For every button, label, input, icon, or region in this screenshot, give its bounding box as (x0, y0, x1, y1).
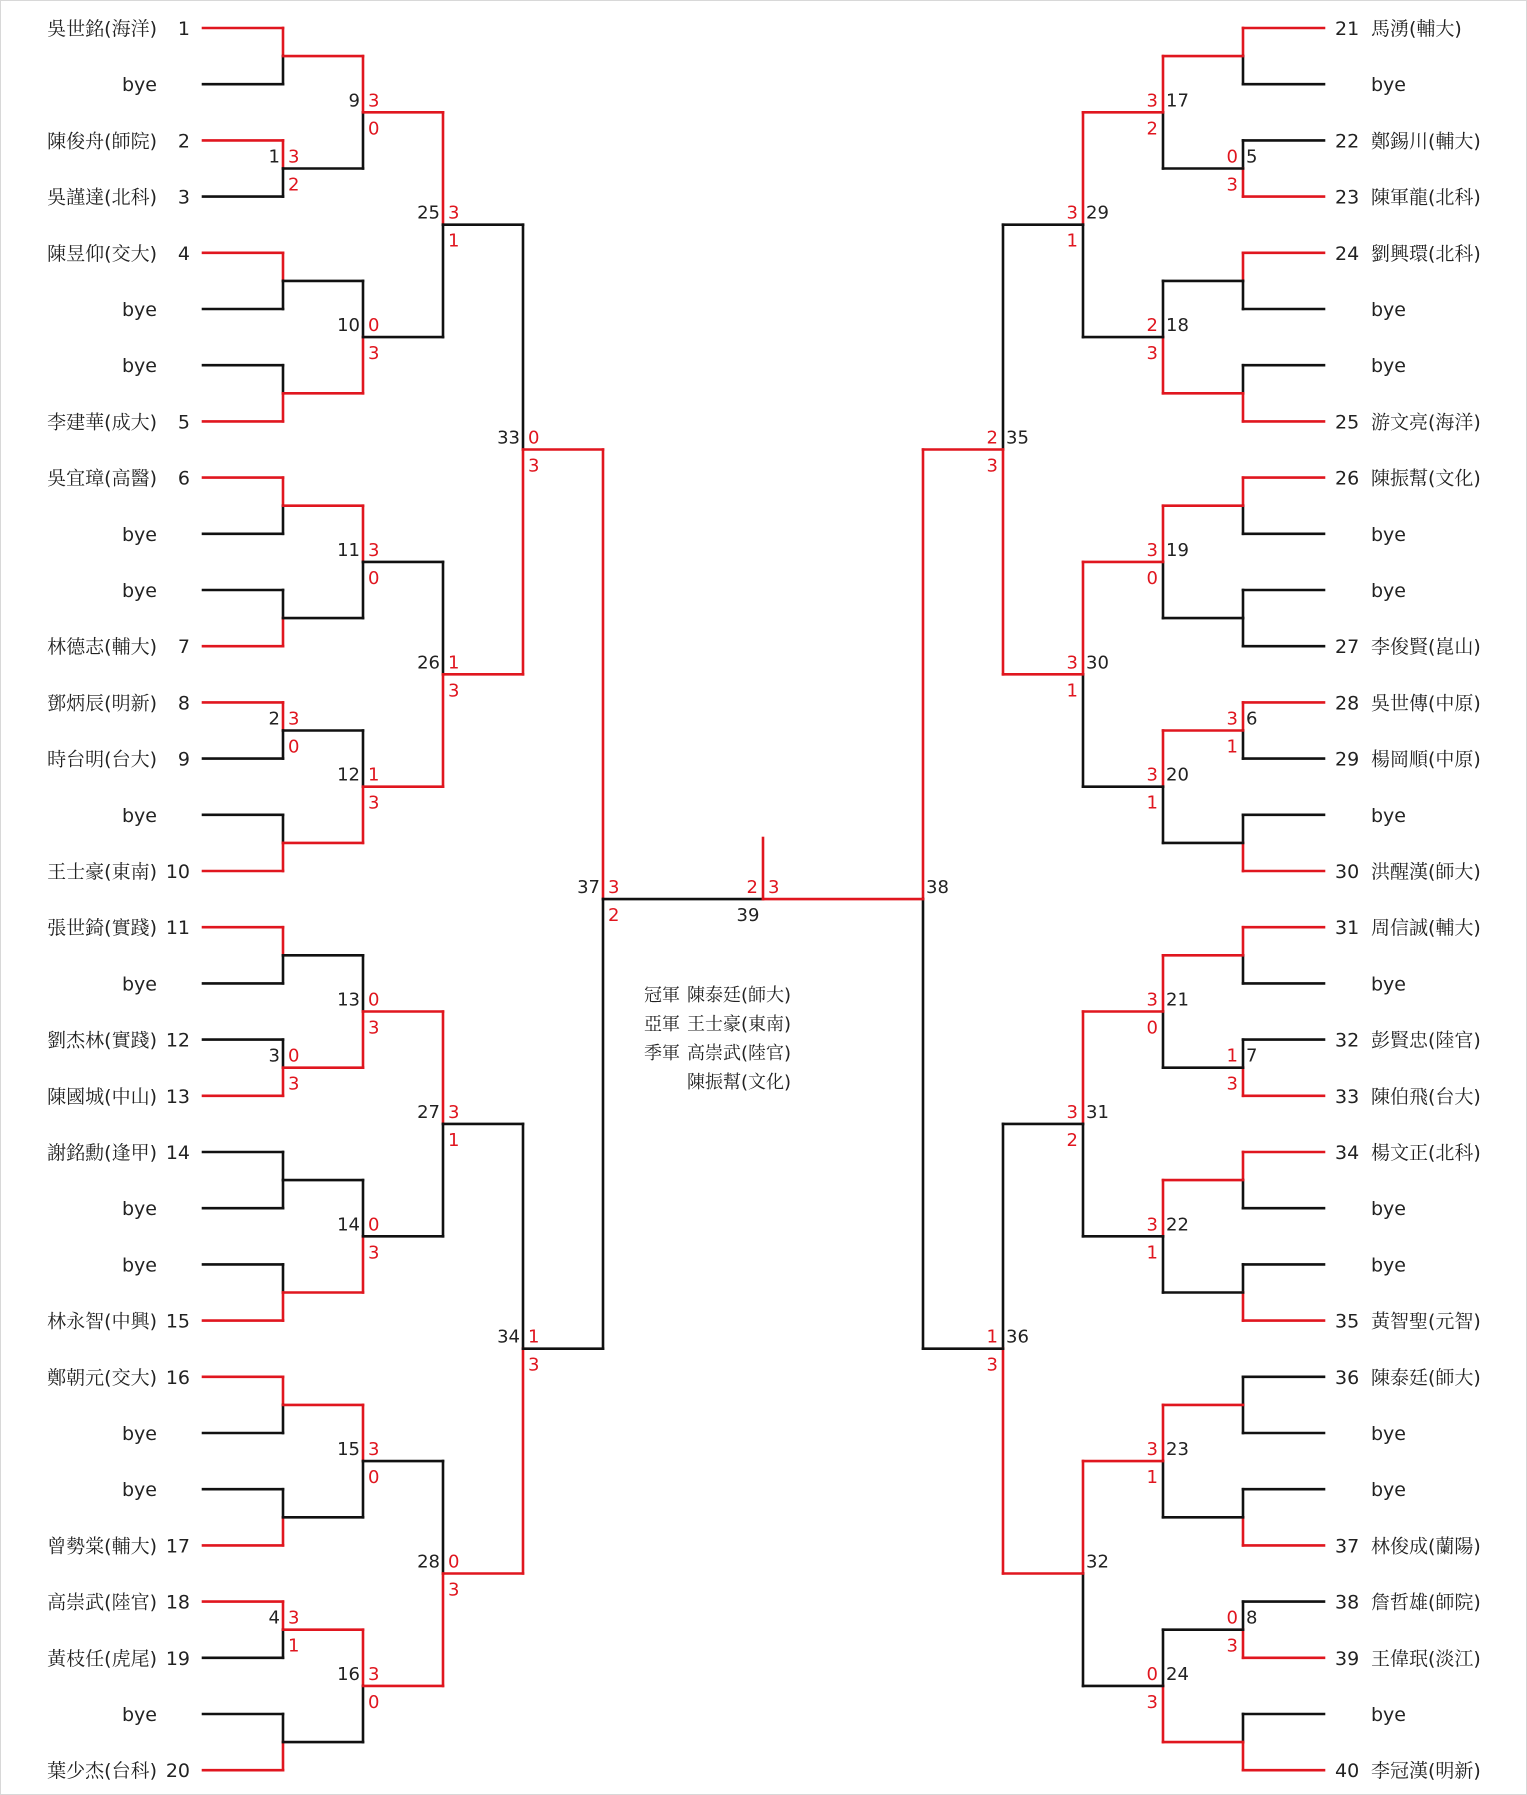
match-score-bottom: 3 (448, 1579, 460, 1601)
player-seed: 6 (177, 467, 190, 490)
player-name: 彭賢忠(陸官) (1371, 1029, 1481, 1052)
match-score-bottom: 3 (528, 1354, 540, 1376)
player-seed: 39 (1335, 1647, 1360, 1670)
player-name: bye (1371, 74, 1406, 97)
match-number: 14 (337, 1214, 360, 1236)
player-name: 周信誠(輔大) (1371, 917, 1481, 940)
player-seed: 29 (1335, 748, 1360, 771)
player-name: bye (1371, 580, 1406, 602)
player-name: bye (1371, 299, 1406, 321)
match-score-bottom: 1 (1226, 736, 1238, 758)
match-score-bottom: 0 (368, 118, 380, 140)
player-name: 鄧炳辰(明新) (47, 692, 157, 715)
player-name: 林永智(中興) (47, 1310, 157, 1333)
match-score-top: 3 (1146, 1214, 1158, 1236)
match-score-top: 3 (1146, 764, 1158, 786)
match-score-top: 3 (448, 1101, 460, 1123)
player-name: 時台明(台大) (47, 748, 157, 771)
match-number: 28 (417, 1551, 440, 1573)
player-seed: 4 (177, 242, 190, 265)
match-number: 11 (337, 539, 360, 561)
match-number: 33 (497, 427, 520, 449)
champion-name: 陳泰廷(師大) (687, 985, 792, 1006)
player-seed: 2 (177, 130, 190, 153)
match-score-bottom: 2 (608, 905, 620, 927)
player-name: bye (122, 523, 157, 546)
match-number: 20 (1166, 764, 1189, 786)
match-number: 36 (1006, 1326, 1029, 1348)
match-number: 37 (577, 877, 600, 899)
match-number: 25 (417, 202, 440, 224)
player-name: 陳振幫(文化) (1371, 467, 1481, 490)
player-name: 陳伯飛(台大) (1371, 1085, 1481, 1108)
player-name: 劉興環(北科) (1371, 242, 1481, 265)
match-score-top: 3 (448, 202, 460, 224)
match-number: 3 (268, 1045, 280, 1067)
match-score-bottom: 3 (1146, 343, 1158, 365)
match-number: 5 (1246, 146, 1258, 168)
match-number: 27 (417, 1101, 440, 1123)
match-score-bottom: 3 (368, 1242, 380, 1264)
player-name: 吳謹達(北科) (47, 186, 157, 209)
match-number: 8 (1246, 1607, 1258, 1629)
match-number: 7 (1246, 1045, 1258, 1067)
player-name: bye (1371, 1479, 1406, 1502)
match-number: 2 (268, 708, 280, 730)
match-score-top: 3 (1226, 708, 1238, 730)
match-score-bottom: 2 (288, 174, 300, 196)
match-number: 12 (337, 764, 360, 786)
match-score-top: 3 (1146, 539, 1158, 561)
match-score-top: 3 (368, 1439, 380, 1461)
player-name: bye (122, 1423, 157, 1445)
player-seed: 12 (165, 1029, 190, 1052)
player-seed: 17 (165, 1535, 190, 1558)
match-score-top: 1 (986, 1326, 998, 1348)
match-score-bottom: 3 (368, 1017, 380, 1039)
player-seed: 26 (1335, 467, 1360, 490)
match-number: 30 (1086, 652, 1109, 674)
match-score-bottom: 3 (1226, 174, 1238, 196)
player-seed: 19 (165, 1647, 190, 1670)
match-number: 24 (1166, 1663, 1189, 1685)
match-number: 1 (268, 146, 280, 168)
player-name: bye (122, 1704, 157, 1726)
final-match-number: 39 (736, 905, 760, 927)
match-number: 4 (268, 1607, 280, 1629)
match-score-bottom: 1 (448, 230, 460, 252)
player-name: bye (1371, 804, 1406, 827)
match-number: 23 (1166, 1439, 1189, 1461)
player-name: 李俊賢(崑山) (1371, 636, 1481, 659)
player-seed: 18 (165, 1591, 190, 1614)
player-name: bye (1371, 1423, 1406, 1445)
match-score-top: 3 (1146, 989, 1158, 1011)
player-name: 李建華(成大) (47, 411, 157, 434)
match-score-bottom: 0 (368, 1467, 380, 1489)
player-seed: 30 (1335, 861, 1360, 883)
player-seed: 38 (1335, 1591, 1360, 1614)
match-score-bottom: 1 (1146, 792, 1158, 814)
match-score-top: 1 (368, 764, 380, 786)
match-score-top: 3 (1066, 202, 1078, 224)
player-seed: 9 (177, 748, 190, 771)
player-name: 詹哲雄(師院) (1371, 1591, 1481, 1614)
player-name: bye (1371, 1198, 1406, 1221)
match-score-bottom: 3 (986, 455, 998, 477)
match-score-bottom: 3 (528, 455, 540, 477)
match-number: 35 (1006, 427, 1029, 449)
player-seed: 20 (165, 1760, 190, 1783)
player-seed: 3 (177, 186, 190, 209)
player-name: 高崇武(陸官) (47, 1591, 157, 1614)
match-number: 26 (417, 652, 440, 674)
player-seed: 35 (1335, 1310, 1360, 1333)
player-name: 林德志(輔大) (47, 636, 157, 659)
player-name: 游文亮(海洋) (1371, 411, 1481, 434)
match-score-top: 3 (1066, 652, 1078, 674)
player-name: 陳國城(中山) (47, 1085, 157, 1108)
match-score-top: 3 (1146, 90, 1158, 112)
match-number: 31 (1086, 1101, 1109, 1123)
player-seed: 27 (1335, 636, 1360, 659)
match-number: 34 (497, 1326, 520, 1348)
match-score-top: 0 (1226, 146, 1238, 168)
match-score-bottom: 1 (1146, 1242, 1158, 1264)
player-name: bye (1371, 523, 1406, 546)
player-name: 曾勢棠(輔大) (47, 1535, 157, 1558)
player-name: 鄭錫川(輔大) (1371, 130, 1481, 153)
match-score-bottom: 2 (1146, 118, 1158, 140)
match-number: 17 (1166, 90, 1189, 112)
player-name: bye (1371, 1704, 1406, 1726)
player-seed: 31 (1335, 917, 1360, 940)
player-name: 陳昱仰(交大) (47, 242, 157, 265)
match-number: 9 (348, 90, 360, 112)
player-name: 張世錡(實踐) (47, 917, 157, 940)
match-number: 38 (926, 877, 949, 899)
player-name: 王士豪(東南) (47, 861, 157, 883)
match-score-bottom: 0 (1146, 1017, 1158, 1039)
match-score-bottom: 1 (1146, 1467, 1158, 1489)
player-seed: 28 (1335, 692, 1360, 715)
match-number: 32 (1086, 1551, 1109, 1573)
player-seed: 21 (1335, 18, 1360, 40)
match-score-bottom: 3 (368, 343, 380, 365)
third-place-name-2: 陳振幫(文化) (687, 1072, 792, 1093)
runner-up-name: 王士豪(東南) (687, 1014, 792, 1035)
player-name: bye (122, 299, 157, 321)
runner-up-label: 亞軍 (644, 1014, 680, 1035)
player-name: bye (122, 804, 157, 827)
player-name: 吳世傳(中原) (1371, 692, 1481, 715)
player-name: bye (122, 1479, 157, 1502)
match-number: 19 (1166, 539, 1189, 561)
match-score-top: 3 (288, 708, 300, 730)
player-name: 王偉珉(淡江) (1371, 1647, 1481, 1670)
player-name: 李冠漢(明新) (1371, 1760, 1481, 1783)
player-name: 馬湧(輔大) (1371, 18, 1462, 40)
match-score-top: 3 (368, 90, 380, 112)
match-number: 15 (337, 1439, 360, 1461)
player-name: 鄭朝元(交大) (47, 1366, 157, 1389)
player-name: bye (122, 1254, 157, 1277)
match-number: 13 (337, 989, 360, 1011)
third-place-label: 季軍 (644, 1043, 680, 1064)
player-seed: 10 (165, 861, 190, 883)
player-name: 陳泰廷(師大) (1371, 1366, 1481, 1389)
champion-label: 冠軍 (644, 985, 680, 1006)
player-seed: 7 (177, 636, 190, 659)
match-score-top: 0 (368, 315, 380, 337)
player-name: bye (122, 973, 157, 996)
player-seed: 25 (1335, 411, 1360, 434)
match-number: 29 (1086, 202, 1109, 224)
match-score-top: 0 (288, 1045, 300, 1067)
match-score-bottom: 2 (1066, 1129, 1078, 1151)
player-name: bye (1371, 973, 1406, 996)
player-name: 洪醒漢(師大) (1371, 861, 1481, 883)
player-seed: 34 (1335, 1142, 1360, 1164)
match-score-top: 3 (288, 1607, 300, 1629)
final-score-right: 3 (768, 877, 780, 899)
match-score-top: 2 (1146, 315, 1158, 337)
player-name: bye (1371, 355, 1406, 378)
player-name: 謝銘勳(逢甲) (47, 1142, 157, 1164)
player-seed: 1 (177, 18, 190, 40)
player-seed: 14 (165, 1142, 190, 1164)
match-score-top: 3 (1146, 1439, 1158, 1461)
player-name: 吳宜璋(高醫) (47, 467, 157, 490)
match-score-top: 0 (368, 1214, 380, 1236)
player-name: 楊岡順(中原) (1371, 748, 1481, 771)
match-score-top: 3 (368, 1663, 380, 1685)
match-number: 16 (337, 1663, 360, 1685)
match-score-bottom: 0 (1146, 567, 1158, 589)
player-name: bye (122, 580, 157, 602)
match-score-top: 3 (368, 539, 380, 561)
player-name: bye (122, 1198, 157, 1221)
match-score-top: 1 (1226, 1045, 1238, 1067)
player-seed: 16 (165, 1366, 190, 1389)
match-score-top: 3 (288, 146, 300, 168)
match-score-top: 3 (1066, 1101, 1078, 1123)
match-score-top: 2 (986, 427, 998, 449)
player-name: 楊文正(北科) (1371, 1142, 1481, 1164)
match-score-top: 3 (608, 877, 620, 899)
match-number: 6 (1246, 708, 1258, 730)
player-seed: 23 (1335, 186, 1360, 209)
match-score-bottom: 1 (1066, 680, 1078, 702)
final-standings (644, 985, 791, 1093)
player-name: 黃智聖(元智) (1371, 1310, 1481, 1333)
match-score-top: 0 (368, 989, 380, 1011)
match-score-bottom: 3 (448, 680, 460, 702)
player-name: 陳軍龍(北科) (1371, 186, 1481, 209)
player-name: bye (122, 74, 157, 97)
player-seed: 5 (177, 411, 190, 434)
match-score-top: 0 (1146, 1663, 1158, 1685)
match-score-bottom: 3 (1226, 1635, 1238, 1657)
match-score-bottom: 3 (1226, 1073, 1238, 1095)
player-name: 吳世銘(海洋) (47, 18, 157, 40)
bracket-lines (203, 28, 1324, 1770)
player-name: 劉杰林(實踐) (47, 1029, 157, 1052)
match-score-top: 0 (448, 1551, 460, 1573)
player-seed: 15 (165, 1310, 190, 1333)
player-name: 黃枝任(虎尾) (47, 1647, 157, 1670)
third-place-name: 高崇武(陸官) (687, 1043, 792, 1064)
match-score-bottom: 3 (288, 1073, 300, 1095)
player-name: bye (122, 355, 157, 378)
match-score-bottom: 0 (368, 1691, 380, 1713)
player-name: bye (1371, 1254, 1406, 1277)
match-score-bottom: 0 (288, 736, 300, 758)
match-score-bottom: 1 (1066, 230, 1078, 252)
player-seed: 36 (1335, 1366, 1360, 1389)
match-number: 21 (1166, 989, 1189, 1011)
final-score-left: 2 (746, 877, 758, 899)
player-seed: 8 (177, 692, 190, 715)
match-score-bottom: 0 (368, 567, 380, 589)
match-score-bottom: 1 (448, 1129, 460, 1151)
player-seed: 33 (1335, 1085, 1360, 1108)
player-seed: 32 (1335, 1029, 1360, 1052)
match-score-bottom: 3 (368, 792, 380, 814)
match-score-bottom: 1 (288, 1635, 300, 1657)
player-seed: 11 (165, 917, 190, 940)
match-score-top: 0 (1226, 1607, 1238, 1629)
player-seed: 22 (1335, 130, 1360, 153)
player-seed: 13 (165, 1085, 190, 1108)
match-number: 18 (1166, 315, 1189, 337)
match-score-bottom: 3 (1146, 1691, 1158, 1713)
player-seed: 37 (1335, 1535, 1360, 1558)
player-name: 林俊成(蘭陽) (1371, 1535, 1481, 1558)
player-seed: 40 (1335, 1760, 1360, 1783)
match-score-top: 1 (528, 1326, 540, 1348)
match-score-top: 1 (448, 652, 460, 674)
match-number: 10 (337, 315, 360, 337)
match-number: 22 (1166, 1214, 1189, 1236)
match-score-top: 0 (528, 427, 540, 449)
player-name: 葉少杰(台科) (47, 1760, 157, 1783)
player-name: 陳俊舟(師院) (47, 130, 157, 153)
player-seed: 24 (1335, 242, 1360, 265)
match-score-bottom: 3 (986, 1354, 998, 1376)
